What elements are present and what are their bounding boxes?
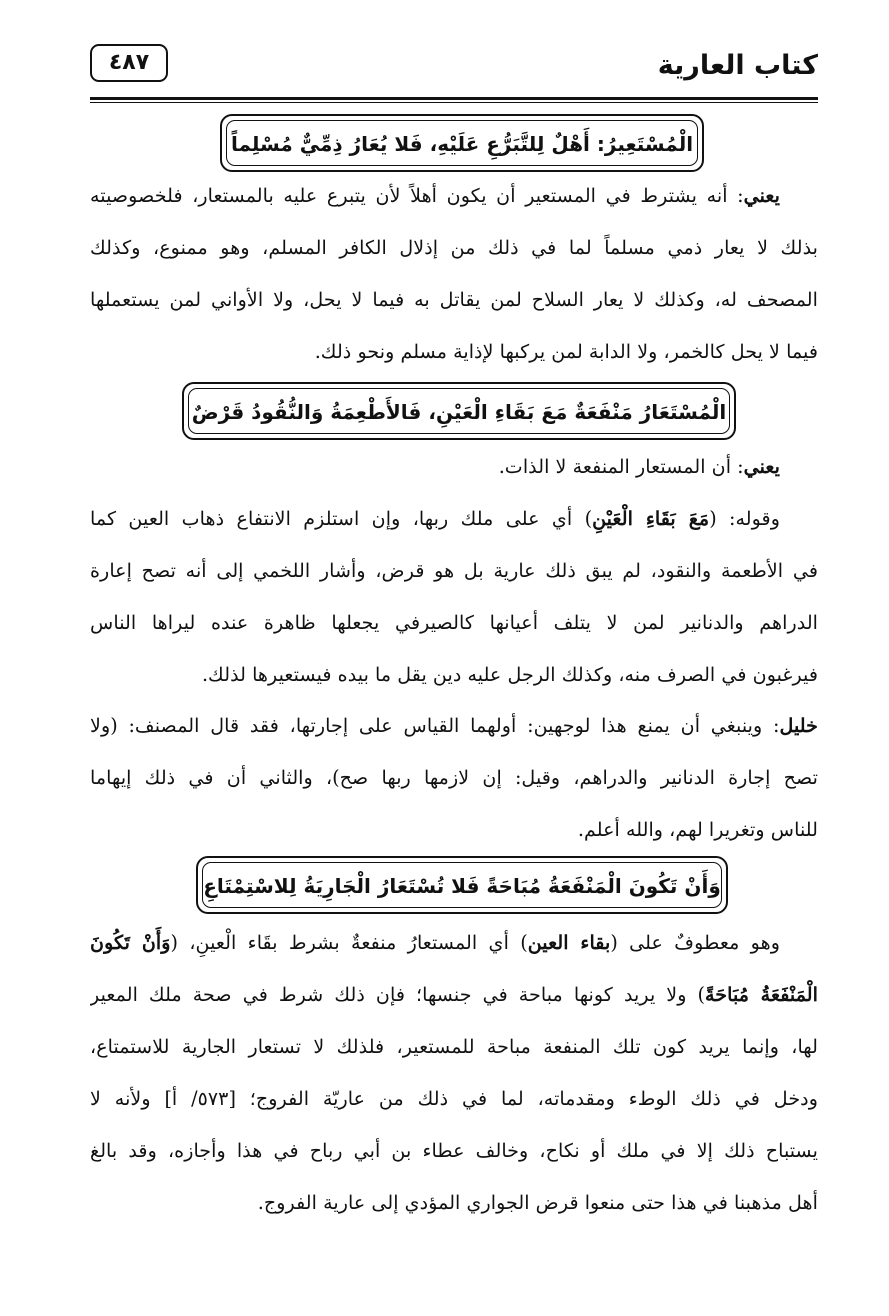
text-line [90,493,818,545]
line-text: : وينبغي أن يمنع هذا لوجهين: أولهما القياس على إجارتها، فقد قال المصنف: (ولا [90,714,780,737]
quoted-matn: مَعَ بَقَاءِ الْعَيْنِ [592,507,710,530]
matn-text-1: الْمُسْتَعِيرُ: أَهْلٌ لِلتَّبَرُّعِ عَلَيْهِ، فَلا يُعَارُ ذِمِّيٌّ مُسْلِماً [226,120,698,166]
lead-word: خليل [779,714,818,737]
text-line: لها، وإنما يريد كون تلك المنفعة مباحة للمستعير، فلذلك لا تستعار الجارية للاستمتاع، [90,1035,818,1058]
line-text: وهو معطوفٌ على ( [610,931,780,954]
matn-box-3 [196,856,728,914]
line-text: ) أي المستعارُ منفعةٌ بشرط بقَاء الْعينِ، ( [170,931,528,954]
quoted-matn: بقاء العين [527,931,611,954]
text-line [90,917,818,969]
commentary-paragraph-1 [90,170,818,378]
page-number-frame [90,44,168,82]
text-line: الدراهم والدنانير لمن لا يتلف أعيانها كالصيرفي يجعلها ظاهرة عنده ليراها الناس [90,611,818,634]
text-line: فيرغبون في الصرف منه، وكذلك الرجل عليه دين يقل ما بيده فيستعيرها لذلك. [201,663,818,686]
text-line: بذلك لا يعار ذمي مسلماً لما في ذلك من إذلال الكافر المسلم، وهو ممنوع، وكذلك [90,236,818,259]
text-line [90,441,818,493]
line-text: ) ولا يريد كونها مباحة في جنسها؛ فإن ذلك شرط في صحة ملك المعير [90,983,706,1006]
matn-box-2 [182,382,736,440]
lead-word: يعني [743,184,780,207]
header-rule-thin [90,102,818,103]
text-line [90,969,818,1021]
matn-text-2: الْمُسْتَعَارُ مَنْفَعَةٌ مَعَ بَقَاءِ الْعَيْنِ، فَالأَطْعِمَةُ وَالنُّقُودُ قَرْضٌ [188,388,730,434]
matn-text-3: وَأَنْ تَكُونَ الْمَنْفَعَةُ مُبَاحَةً فَلا تُسْتَعَارُ الْجَارِيَةُ لِلاسْتِمْتَاعِ [202,862,722,908]
text-line: في الأطعمة والنقود، لم يبق ذلك عارية بل هو قرض، وأشار اللخمي إلى أنه تصح إعارة [90,559,818,582]
line-text: : أن المستعار المنفعة لا الذات. [498,455,744,478]
lead-word: يعني [743,455,780,478]
line-text: ) أي على ملك ربها، وإن استلزم الانتفاع ذهاب العين كما [90,507,593,530]
quoted-matn: وَأَنْ تَكُونَ [90,931,171,954]
commentary-paragraph-2 [90,441,818,493]
commentary-paragraph-5 [90,917,818,1229]
quoted-matn: الْمَنْفَعَةُ مُبَاحَةً [705,983,818,1006]
page-header [90,44,818,96]
page-number: ٤٨٧ [108,50,150,75]
text-line [90,170,818,222]
commentary-paragraph-3 [90,493,818,701]
text-line: للناس وتغريرا لهم، والله أعلم. [577,818,818,841]
text-line: فيما لا يحل كالخمر، ولا الدابة لمن يركبها لإذاية مسلم ونحو ذلك. [314,340,818,363]
commentary-paragraph-4 [90,700,818,856]
book-title: كتاب العارية [657,50,818,81]
text-line: ودخل في ذلك الوطء ومقدماته، لما في ذلك من عاريّة الفروج؛ [٥٧٣/ أ] ولأنه لا [90,1087,818,1110]
matn-box-1 [220,114,704,172]
text-line: أهل مذهبنا في هذا حتى منعوا قرض الجواري المؤدي إلى عارية الفروج. [257,1191,818,1214]
text-line: المصحف له، وكذلك لا يعار السلاح لمن يقاتل به فيما لا يحل، ولا الأواني لمن يستعملها [90,288,818,311]
line-text: وقوله: ( [709,507,780,530]
text-line: يستباح ذلك إلا في ملك أو نكاح، وخالف عطاء بن أبي رباح في هذا وأجازه، وقد بالغ [90,1139,818,1162]
header-rule [90,97,818,100]
text-line [90,700,818,752]
line-text: : أنه يشترط في المستعير أن يكون أهلاً لأن يتبرع عليه بالمستعار، فلخصوصيته [90,184,744,207]
text-line: تصح إجارة الدنانير والدراهم، وقيل: إن لازمها ربها صح)، والثاني أن في ذلك إيهاما [90,766,818,789]
